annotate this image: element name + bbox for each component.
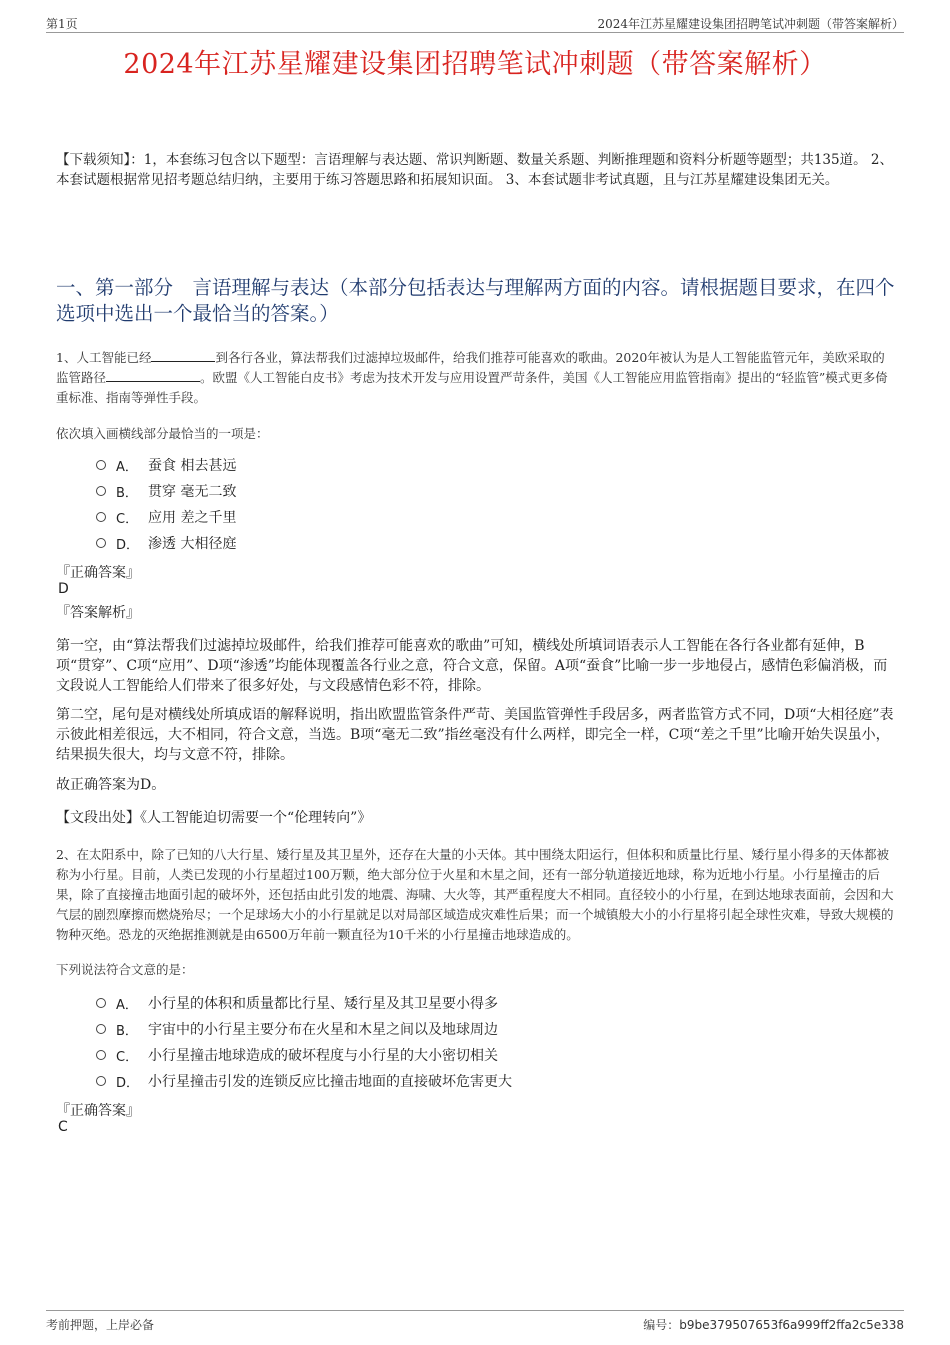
- radio-icon[interactable]: [96, 512, 106, 522]
- q1-option-a[interactable]: A． 蚕食 相去甚远: [96, 452, 236, 478]
- question-2-text: 2、在太阳系中，除了已知的八大行星、矮行星及其卫星外，还存在大量的小天体。其中围绕太阳运行，但体积和质量比行星、矮行星小得多的天体都被称为小行星。目前，人类已发现的小行星超过100万颗，绝大部分位于火星和木星之间，还有一部分轨道接近地球，称为近地小行星。小行星撞击的后果，除了直接撞击地面引起的破坏外，还包括由此引发的地震、海啸、大火等，其严重程度大不相同。直径较小的小行星，在到达地球表面前，会因和大气层的剧烈摩擦而燃烧殆尽；一个足球场大小的小行星就足以对局部区域造成灾难性后果；而一个城镇般大小的小行星将引起全球性灾难，导致大规模的物种灭绝。恐龙的灭绝据推测就是由6500万年前一颗直径为10千米的小行星撞击地球造成的。: [56, 847, 894, 942]
- q2-option-b[interactable]: B． 宇宙中的小行星主要分布在火星和木星之间以及地球周边: [96, 1016, 512, 1042]
- question-1-text: 1、人工智能已经 到各行各业，算法帮我们过滤掉垃圾邮件，给我们推荐可能喜欢的歌曲。2020年被认为是人工智能监管元年，美欧采取的监管路径 。欧盟《人工智能白皮书》考虑为技术开发与应用设置严苛条件，美国《人工智能应用监管指南》提出的“轻监管”模式更多倚重标准、指南等弹性手段。: [56, 350, 888, 405]
- radio-icon[interactable]: [96, 1024, 106, 1034]
- page-number: 第1页: [46, 17, 78, 31]
- page-footer: [46, 1310, 904, 1333]
- blank-1: [151, 349, 215, 362]
- radio-icon[interactable]: [96, 460, 106, 470]
- page-header: [46, 12, 904, 33]
- q2-answer: C: [58, 1119, 68, 1135]
- question-1-prompt: 依次填入画横线部分最恰当的一项是：: [56, 426, 269, 441]
- radio-icon[interactable]: [96, 1076, 106, 1086]
- section-heading: 一、第一部分 言语理解与表达（本部分包括表达与理解两方面的内容。请根据题目要求，在四个选项中选出一个最恰当的答案。）: [56, 276, 895, 325]
- q1-source: 【文段出处】《人工智能迫切需要一个“伦理转向”》: [56, 810, 372, 826]
- q1-answer-label: 『正确答案』: [56, 565, 140, 581]
- radio-icon[interactable]: [96, 1050, 106, 1060]
- question-1-options: [96, 452, 236, 556]
- q1-option-c[interactable]: C． 应用 差之千里: [96, 504, 236, 530]
- q1-option-d[interactable]: D． 渗透 大相径庭: [96, 530, 236, 556]
- radio-icon[interactable]: [96, 998, 106, 1008]
- q1-analysis-label: 『答案解析』: [56, 605, 140, 621]
- question-2-options: [96, 990, 512, 1094]
- q2-option-a[interactable]: A． 小行星的体积和质量都比行星、矮行星及其卫星要小得多: [96, 990, 512, 1016]
- radio-icon[interactable]: [96, 486, 106, 496]
- q1-answer: D: [58, 581, 69, 597]
- footer-slogan: 考前押题，上岸必备: [46, 1318, 155, 1332]
- page-title: 2024年江苏星耀建设集团招聘笔试冲刺题（带答案解析）: [123, 49, 827, 80]
- q1-analysis-paragraph-1: 第一空，由“算法帮我们过滤掉垃圾邮件，给我们推荐可能喜欢的歌曲”可知，横线处所填词语表示人工智能在各行各业都有延伸，B项“贯穿”、C项“应用”、D项“渗透”均能体现覆盖各行业之意，符合文意，保留。A项“蚕食”比喻一步一步地侵占，感情色彩偏消极，而文段说人工智能给人们带来了很多好处，与文段感情色彩不符，排除。: [56, 638, 888, 694]
- q2-option-d[interactable]: D． 小行星撞击引发的连锁反应比撞击地面的直接破坏危害更大: [96, 1068, 512, 1094]
- question-2-prompt: 下列说法符合文意的是：: [56, 962, 194, 977]
- q1-analysis-paragraph-2: 第二空，尾句是对横线处所填成语的解释说明，指出欧盟监管条件严苛、美国监管弹性手段居多，两者监管方式不同，D项“大相径庭”表示彼此相差很远，大不相同，符合文意，当选。B项“毫无二致”指丝毫没有什么两样，即完全一样，C项“差之千里”比喻开始失误虽小，结果损失很大，均与文意不符，排除。: [56, 707, 894, 763]
- download-notice: 【下载须知】：1，本套练习包含以下题型：言语理解与表达题、常识判断题、数量关系题、判断推理题和资料分析题等题型；共135道。 2、本套试题根据常见招考题总结归纳，主要用于练习答题思路和拓展知识面。 3、本套试题非考试真题，且与江苏星耀建设集团无关。: [56, 152, 893, 188]
- q2-option-c[interactable]: C． 小行星撞击地球造成的破坏程度与小行星的大小密切相关: [96, 1042, 512, 1068]
- q2-answer-label: 『正确答案』: [56, 1103, 140, 1119]
- q1-option-b[interactable]: B． 贯穿 毫无二致: [96, 478, 236, 504]
- footer-id: 编号：b9be379507653f6a999ff2ffa2c5e338: [643, 1318, 904, 1332]
- q1-analysis-conclusion: 故正确答案为D。: [56, 777, 166, 793]
- header-doc-title: 2024年江苏星耀建设集团招聘笔试冲刺题（带答案解析）: [597, 17, 904, 31]
- footer-id-code: b9be379507653f6a999ff2ffa2c5e338: [679, 1318, 904, 1332]
- radio-icon[interactable]: [96, 538, 106, 548]
- blank-2: [106, 369, 200, 382]
